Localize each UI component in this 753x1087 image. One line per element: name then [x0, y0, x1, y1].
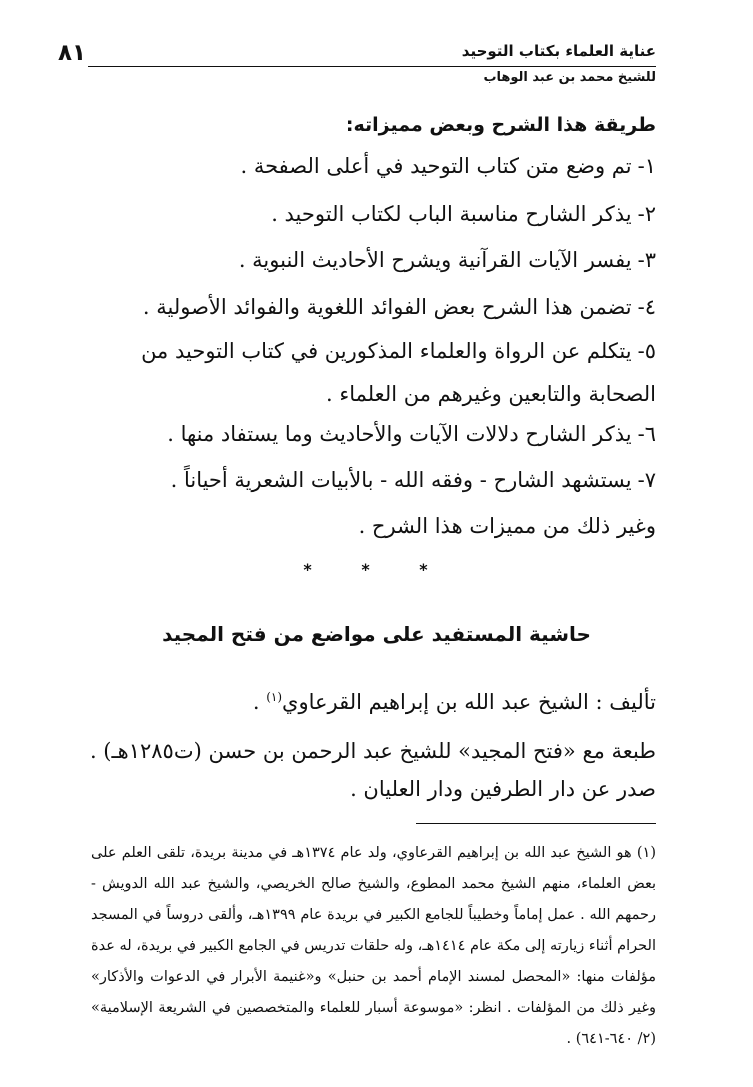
running-header-subtitle: للشيخ محمد بن عبد الوهاب [483, 70, 656, 85]
publisher-line: صدر عن دار الطرفين ودار العليان . [350, 777, 656, 801]
footnote-ref: (١) [266, 690, 283, 704]
section-separator: * * * [303, 560, 450, 579]
running-header-title: عناية العلماء بكتاب التوحيد [461, 42, 656, 60]
list-item [56, 423, 656, 446]
item-text: يفسر الآيات القرآنية ويشرح الأحاديث النبوية . [238, 248, 632, 272]
item-number: ٤- [637, 295, 656, 319]
footnote-rule [416, 823, 656, 824]
list-item [76, 330, 656, 416]
list-item [56, 296, 656, 319]
closing-line: وغير ذلك من مميزات هذا الشرح . [358, 514, 656, 538]
header-rule [88, 66, 656, 67]
book-title: حاشية المستفيد على مواضع من فتح المجيد [162, 622, 591, 646]
author-line: تأليف : الشيخ عبد الله بن إبراهيم القرعاوي$^{(١)}$ . [252, 690, 656, 714]
item-text: يذكر الشارح دلالات الآيات والأحاديث وما يستفاد منها . [167, 422, 632, 446]
item-number: ٢- [637, 202, 656, 226]
item-number: ٧- [637, 468, 656, 492]
item-number: ٣- [637, 248, 656, 272]
list-item [56, 203, 656, 226]
section-heading: طريقة هذا الشرح وبعض مميزاته: [345, 114, 656, 136]
item-number: ٥- [637, 339, 656, 363]
item-number: ٦- [637, 422, 656, 446]
item-number: ١- [637, 154, 656, 178]
list-item [56, 249, 656, 272]
footnote: (١) هو الشيخ عبد الله بن إبراهيم القرعاوي، ولد عام ١٣٧٤هـ في مدينة بريدة، تلقى العلم على بعض العلماء، منهم الشيخ محمد المطوع، والشيخ صالح الخريصي، والشيخ عبد الله الدويش - رحمهم الله . عمل إماماً وخطيباً للجامع الكبير في بريدة عام ١٣٩٩هـ، وألقى دروساً في المسجد الحرام أثناء زيارته إلى مكة عام ١٤١٤هـ، وله حلقات تدريس في الجامع الكبير في بريدة، له عدة مؤلفات منها: «المحصل لمسند الإمام أحمد بن حنبل» و«غنيمة الأبرار في الدعوات والأذكار» وغير ذلك من المؤلفات . انظر: «موسوعة أسبار للعلماء والمتخصصين في الشريعة الإسلامية» (٢/ ٦٤٠-٦٤١) . [91, 845, 656, 1047]
item-text: تم وضع متن كتاب التوحيد في أعلى الصفحة . [240, 154, 632, 178]
item-text: يستشهد الشارح - وفقه الله - بالأبيات الشعرية أحياناً . [170, 468, 632, 492]
item-text: يتكلم عن الرواة والعلماء المذكورين في كتاب التوحيد من الصحابة والتابعين وغيرهم من العلماء . [141, 339, 656, 406]
edition-line: طبعة مع «فتح المجيد» للشيخ عبد الرحمن بن حسن (ت١٢٨٥هـ) . [89, 739, 656, 763]
item-text: يذكر الشارح مناسبة الباب لكتاب التوحيد . [271, 202, 632, 226]
page-number: ٨١ [58, 40, 87, 66]
list-item [56, 155, 656, 178]
list-item [56, 469, 656, 492]
author-text: تأليف : الشيخ عبد الله بن إبراهيم القرعاوي [282, 690, 656, 714]
item-text: تضمن هذا الشرح بعض الفوائد اللغوية والفوائد الأصولية . [142, 295, 632, 319]
